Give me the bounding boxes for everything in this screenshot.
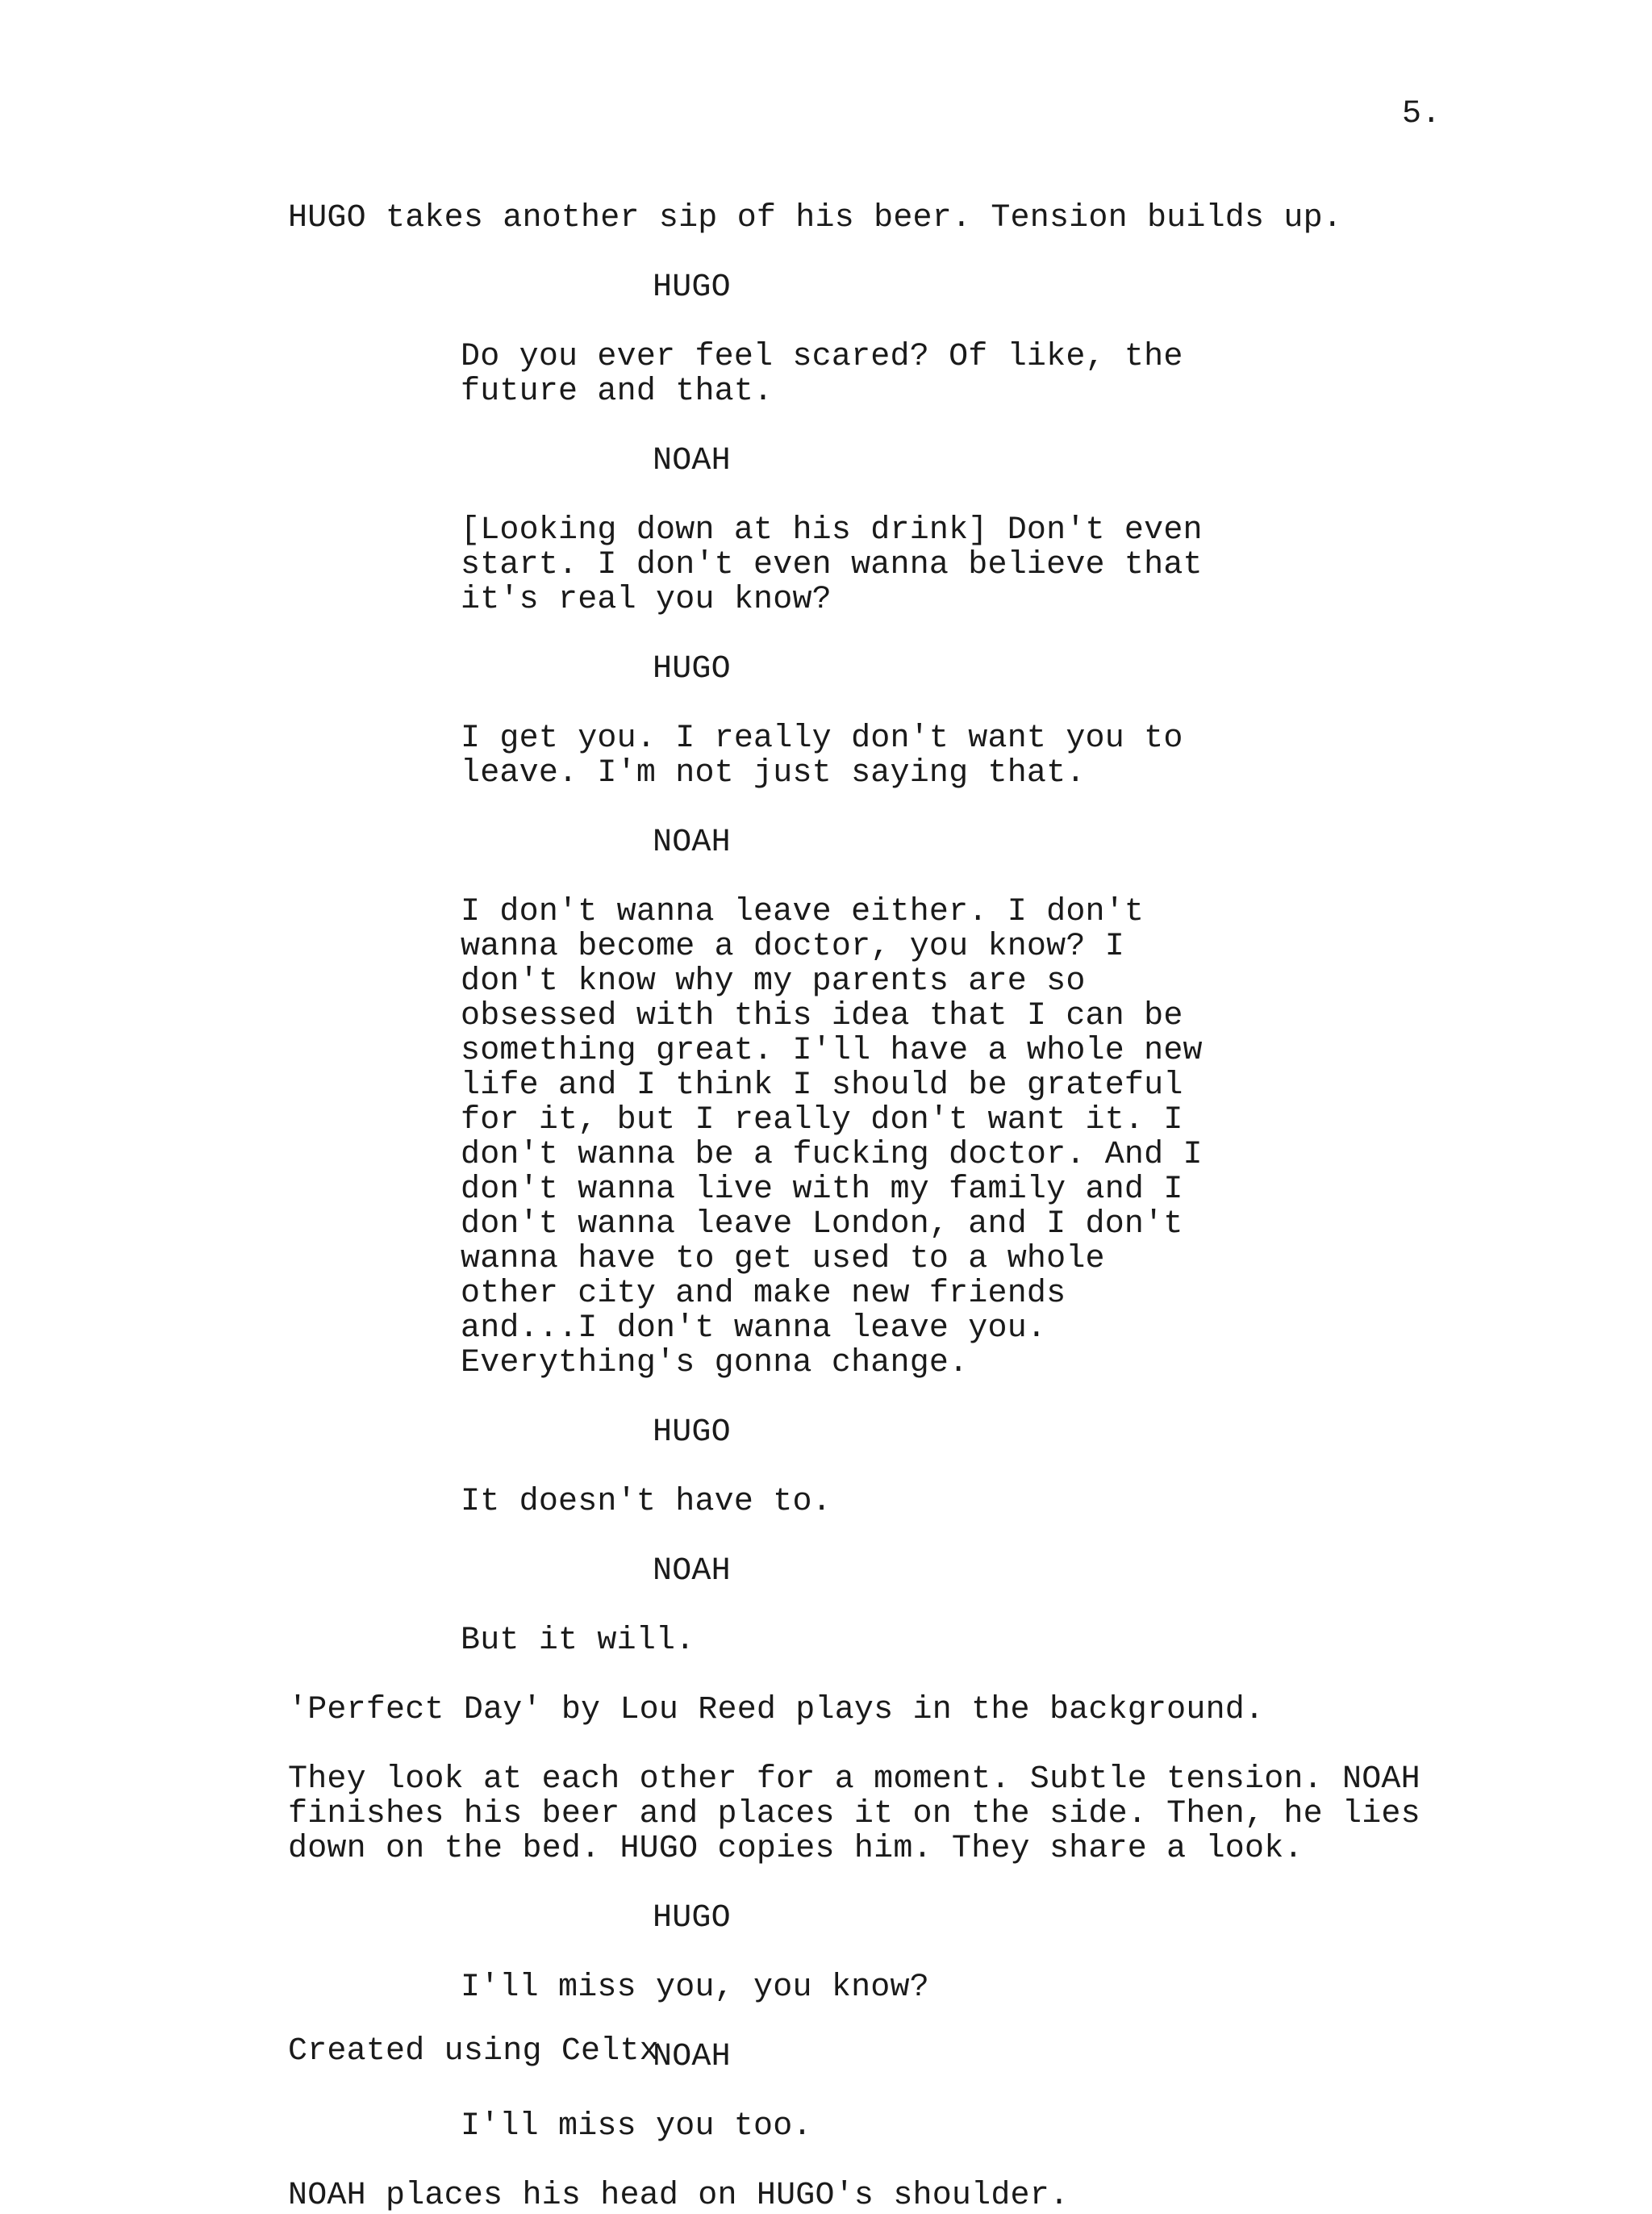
dialogue-line: Do you ever feel scared? Of like, the [461, 339, 1183, 375]
dialogue-line: Everything's gonna change. [461, 1345, 969, 1381]
dialogue-line: I don't wanna leave either. I don't [461, 894, 1145, 930]
footer-credit: Created using Celtx [288, 2033, 659, 2070]
action-line: NOAH places his head on HUGO's shoulder. [288, 2178, 1070, 2214]
character-name: HUGO [653, 1414, 731, 1451]
dialogue-line: don't know why my parents are so [461, 963, 1086, 1000]
dialogue-line: other city and make new friends [461, 1276, 1066, 1312]
dialogue-line: [Looking down at his drink] Don't even [461, 512, 1203, 549]
dialogue-line: it's real you know? [461, 582, 832, 618]
action-line: down on the bed. HUGO copies him. They share a look. [288, 1831, 1304, 1867]
action-line: HUGO takes another sip of his beer. Tension builds up. [288, 200, 1343, 236]
dialogue-line: wanna become a doctor, you know? I [461, 929, 1124, 965]
dialogue-line: future and that. [461, 374, 774, 410]
character-name: HUGO [653, 651, 731, 687]
character-name: NOAH [653, 2039, 731, 2075]
dialogue-line: and...I don't wanna leave you. [461, 1310, 1047, 1347]
dialogue-line: I'll miss you too. [461, 2108, 812, 2145]
dialogue-line: life and I think I should be grateful [461, 1067, 1183, 1104]
dialogue-line: don't wanna leave London, and I don't [461, 1206, 1183, 1243]
dialogue-line: obsessed with this idea that I can be [461, 998, 1183, 1034]
dialogue-line: I get you. I really don't want you to [461, 721, 1183, 757]
dialogue-line: start. I don't even wanna believe that [461, 547, 1203, 583]
dialogue-line: I'll miss you, you know? [461, 1970, 929, 2006]
action-line: finishes his beer and places it on the side. Then, he lies [288, 1796, 1420, 1832]
character-name: NOAH [653, 825, 731, 861]
dialogue-line: don't wanna be a fucking doctor. And I [461, 1137, 1203, 1173]
dialogue-line: It doesn't have to. [461, 1484, 832, 1520]
dialogue-line: something great. I'll have a whole new [461, 1033, 1203, 1069]
dialogue-line: But it will. [461, 1623, 695, 1659]
dialogue-line: leave. I'm not just saying that. [461, 755, 1086, 792]
dialogue-line: wanna have to get used to a whole [461, 1241, 1105, 1277]
character-name: NOAH [653, 1553, 731, 1589]
dialogue-line: don't wanna live with my family and I [461, 1172, 1183, 1208]
page-number: 5. [1402, 96, 1441, 132]
action-line: 'Perfect Day' by Lou Reed plays in the background. [288, 1692, 1265, 1728]
character-name: HUGO [653, 269, 731, 306]
character-name: HUGO [653, 1900, 731, 1936]
character-name: NOAH [653, 443, 731, 479]
dialogue-line: for it, but I really don't want it. I [461, 1102, 1183, 1138]
action-line: They look at each other for a moment. Subtle tension. NOAH [288, 1761, 1420, 1798]
